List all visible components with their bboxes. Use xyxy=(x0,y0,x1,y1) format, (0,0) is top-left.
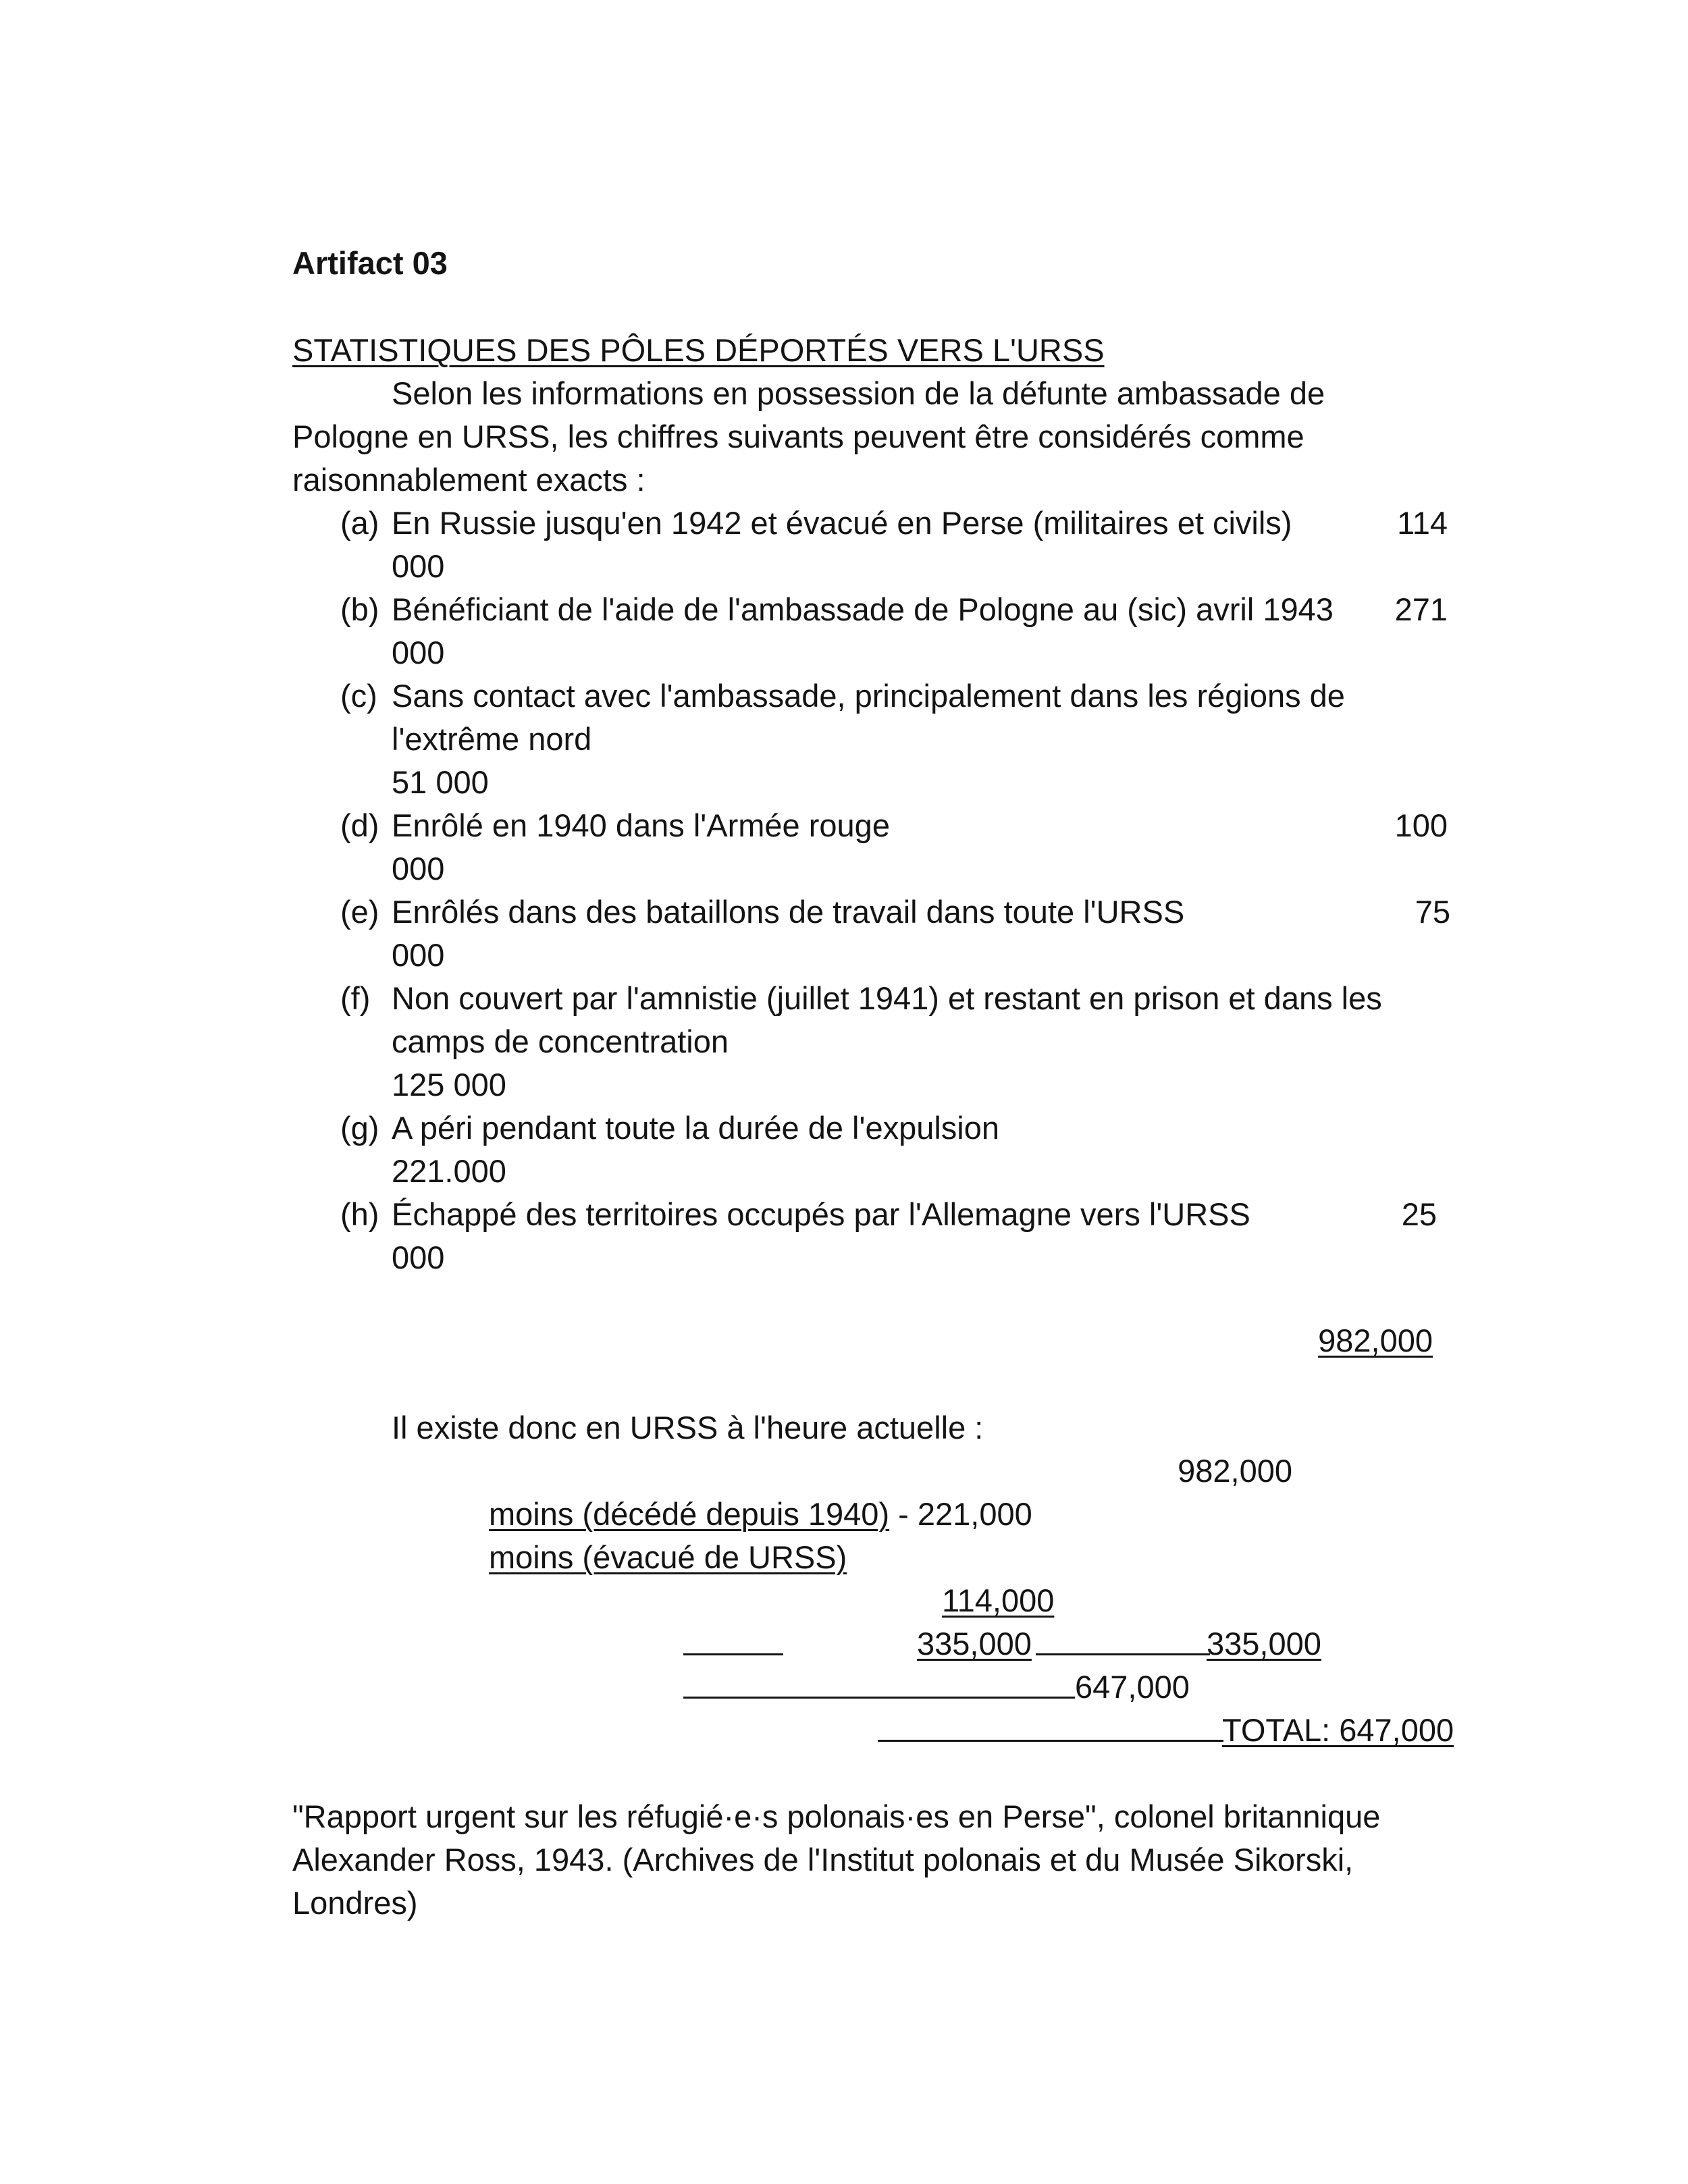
item-b-number-tail: 000 xyxy=(392,635,445,670)
calc-minus-evacuated-label: moins (évacué de URSS) xyxy=(489,1539,847,1575)
calc-blank-rule-mid xyxy=(1036,1653,1210,1655)
item-a-text: En Russie jusqu'en 1942 et évacué en Perse (militaires et civils) xyxy=(392,505,1292,541)
item-a-marker: (a) xyxy=(340,505,379,541)
calc-minus-deceased-value: - 221,000 xyxy=(889,1496,1032,1532)
item-f-marker: (f) xyxy=(340,980,371,1016)
item-c-marker: (c) xyxy=(340,678,377,714)
item-d-marker: (d) xyxy=(340,807,379,843)
item-f-text-cont: camps de concentration xyxy=(392,1023,729,1059)
calc-subtotal-right: 335,000 xyxy=(1207,1626,1321,1661)
calc-minus-deceased-label: moins (décédé depuis 1940) xyxy=(489,1496,890,1532)
calc-evacuated-value: 114,000 xyxy=(942,1582,1055,1618)
intro-line-1: Selon les informations en possession de la défunte ambassade de xyxy=(392,375,1325,411)
item-h-marker: (h) xyxy=(340,1196,379,1232)
item-a-number-tail: 000 xyxy=(392,548,445,584)
item-b-text: Bénéficiant de l'aide de l'ambassade de Pologne au (sic) avril 1943 xyxy=(392,591,1334,627)
item-h-number-head: 25 xyxy=(1401,1196,1437,1232)
citation-line-1: "Rapport urgent sur les réfugié·e·s polonais·es en Perse", colonel britannique xyxy=(292,1799,1381,1834)
item-f-value: 125 000 xyxy=(392,1067,506,1102)
item-g-value: 221.000 xyxy=(392,1153,506,1189)
item-c-text-cont: l'extrême nord xyxy=(392,721,592,757)
artifact-heading: Artifact 03 xyxy=(292,245,448,281)
item-e-number-head: 75 xyxy=(1415,894,1450,930)
document-title: STATISTIQUES DES PÔLES DÉPORTÉS VERS L'URSS xyxy=(292,332,1105,368)
item-h-number-tail: 000 xyxy=(392,1240,445,1275)
item-c-text: Sans contact avec l'ambassade, principalement dans les régions de xyxy=(392,678,1345,714)
calc-intro: Il existe donc en URSS à l'heure actuelle : xyxy=(392,1410,984,1445)
item-f-text: Non couvert par l'amnistie (juillet 1941) et restant en prison et dans les xyxy=(392,980,1382,1016)
calc-minus-deceased xyxy=(489,1493,1032,1536)
intro-line-2: Pologne en URSS, les chiffres suivants peuvent être considérés comme xyxy=(292,419,1304,454)
sum-total: 982,000 xyxy=(1318,1323,1433,1358)
item-d-number-head: 100 xyxy=(1394,807,1448,843)
calc-blank-rule-short xyxy=(683,1653,783,1655)
item-d-number-tail: 000 xyxy=(392,851,445,886)
item-b-number-head: 271 xyxy=(1394,591,1448,627)
citation-line-3: Londres) xyxy=(292,1885,418,1921)
item-b-marker: (b) xyxy=(340,591,379,627)
intro-line-3: raisonnablement exacts : xyxy=(292,462,645,498)
item-c-value: 51 000 xyxy=(392,764,489,800)
item-g-text: A péri pendant toute la durée de l'expulsion xyxy=(392,1110,1000,1146)
item-e-text: Enrôlés dans des bataillons de travail dans toute l'URSS xyxy=(392,894,1185,930)
calc-blank-rule-long xyxy=(683,1697,1075,1699)
item-d-text: Enrôlé en 1940 dans l'Armée rouge xyxy=(392,807,890,843)
calc-subtotal-left: 335,000 xyxy=(917,1626,1032,1661)
calc-total: TOTAL: 647,000 xyxy=(1222,1712,1454,1748)
item-h-text: Échappé des territoires occupés par l'Allemagne vers l'URSS xyxy=(392,1196,1250,1232)
calc-remaining: 647,000 xyxy=(1075,1669,1190,1705)
calc-total-rule xyxy=(878,1740,1223,1742)
item-g-marker: (g) xyxy=(340,1110,379,1146)
item-a-number-head: 114 xyxy=(1397,505,1448,541)
item-e-marker: (e) xyxy=(340,894,379,930)
item-e-number-tail: 000 xyxy=(392,937,445,973)
calc-start-value: 982,000 xyxy=(1178,1453,1292,1489)
citation-line-2: Alexander Ross, 1943. (Archives de l'Institut polonais et du Musée Sikorski, xyxy=(292,1842,1354,1877)
